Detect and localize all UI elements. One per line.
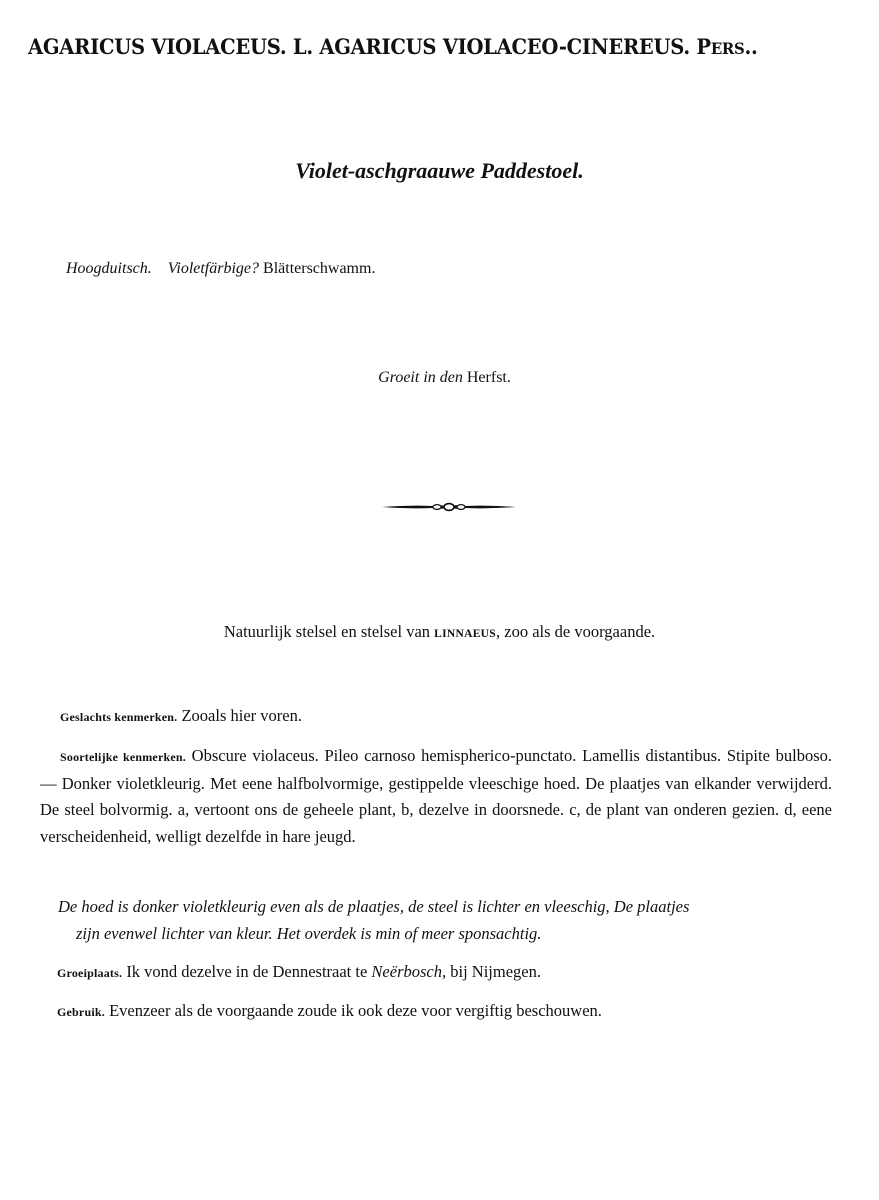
genus-characters-text: Zooals hier voren. xyxy=(181,706,302,725)
title-dots: .. xyxy=(744,34,758,59)
habitat-paragraph xyxy=(57,959,837,987)
note-line-2: zijn evenwel lichter van kleur. Het overdek is min of meer sponsachtig. xyxy=(76,923,542,943)
description-note xyxy=(58,894,833,947)
german-name-line xyxy=(66,260,375,278)
habitat-place: Neërbosch xyxy=(371,962,442,981)
title-main: AGARICUS VIOLACEUS. L. AGARICUS VIOLACEO-CINEREUS. P xyxy=(28,34,711,59)
usage-text: Evenzeer als de voorgaande zoude ik ook deze voor vergiftig beschouwen. xyxy=(109,1001,602,1020)
german-name-rest: Blätterschwamm. xyxy=(263,260,376,277)
habitat-text-after: , bij Nijmegen. xyxy=(442,962,541,981)
title-author-suffix: ERS xyxy=(710,39,745,58)
season-line xyxy=(0,369,879,387)
species-characters-text: Obscure violaceus. Pileo carnoso hemispherico-punctato. Lamellis distantibus. Stipite bulboso. — Donker violetkleurig. Met eene halfbolvormige, gestippelde vleeschige hoed. De plaatjes van elkander verwijderd. De steel bolvormig. a, vertoont ons de geheele plant, b, dezelve in doorsnede. c, de plant van onderen gezien. d, eene verscheidenheid, welligt dezelfde in hare jeugd. xyxy=(40,746,832,846)
ornament-divider-icon xyxy=(382,500,516,514)
system-before: Natuurlijk stelsel en stelsel van xyxy=(223,622,431,641)
classification-line xyxy=(0,622,879,642)
system-after: , zoo als de voorgaande. xyxy=(496,622,656,641)
german-name-italic: Violetfärbige? xyxy=(167,260,260,277)
system-linnaeus: LINNAEUS xyxy=(434,628,496,640)
season-rest: Herfst. xyxy=(466,369,511,386)
page-title xyxy=(28,34,819,59)
common-name-subtitle: Violet-aschgraauwe Paddestoel. xyxy=(295,158,584,183)
note-line-1: De hoed is donker violetkleurig even als de plaatjes, de steel is lichter en vleeschig, De plaatjes xyxy=(58,897,690,916)
season-italic: Groeit in den xyxy=(378,369,463,386)
habitat-text-before: Ik vond dezelve in de Dennestraat te xyxy=(126,962,368,981)
genus-characters-paragraph xyxy=(60,703,840,731)
genus-characters-label: Geslachts kenmerken. xyxy=(60,710,178,724)
species-characters-paragraph xyxy=(40,743,832,850)
usage-paragraph xyxy=(57,998,837,1026)
species-characters-label: Soortelijke kenmerken. xyxy=(60,750,186,764)
usage-label: Gebruik. xyxy=(57,1005,105,1019)
habitat-label: Groeiplaats. xyxy=(57,966,123,980)
german-label: Hoogduitsch. xyxy=(66,260,152,277)
